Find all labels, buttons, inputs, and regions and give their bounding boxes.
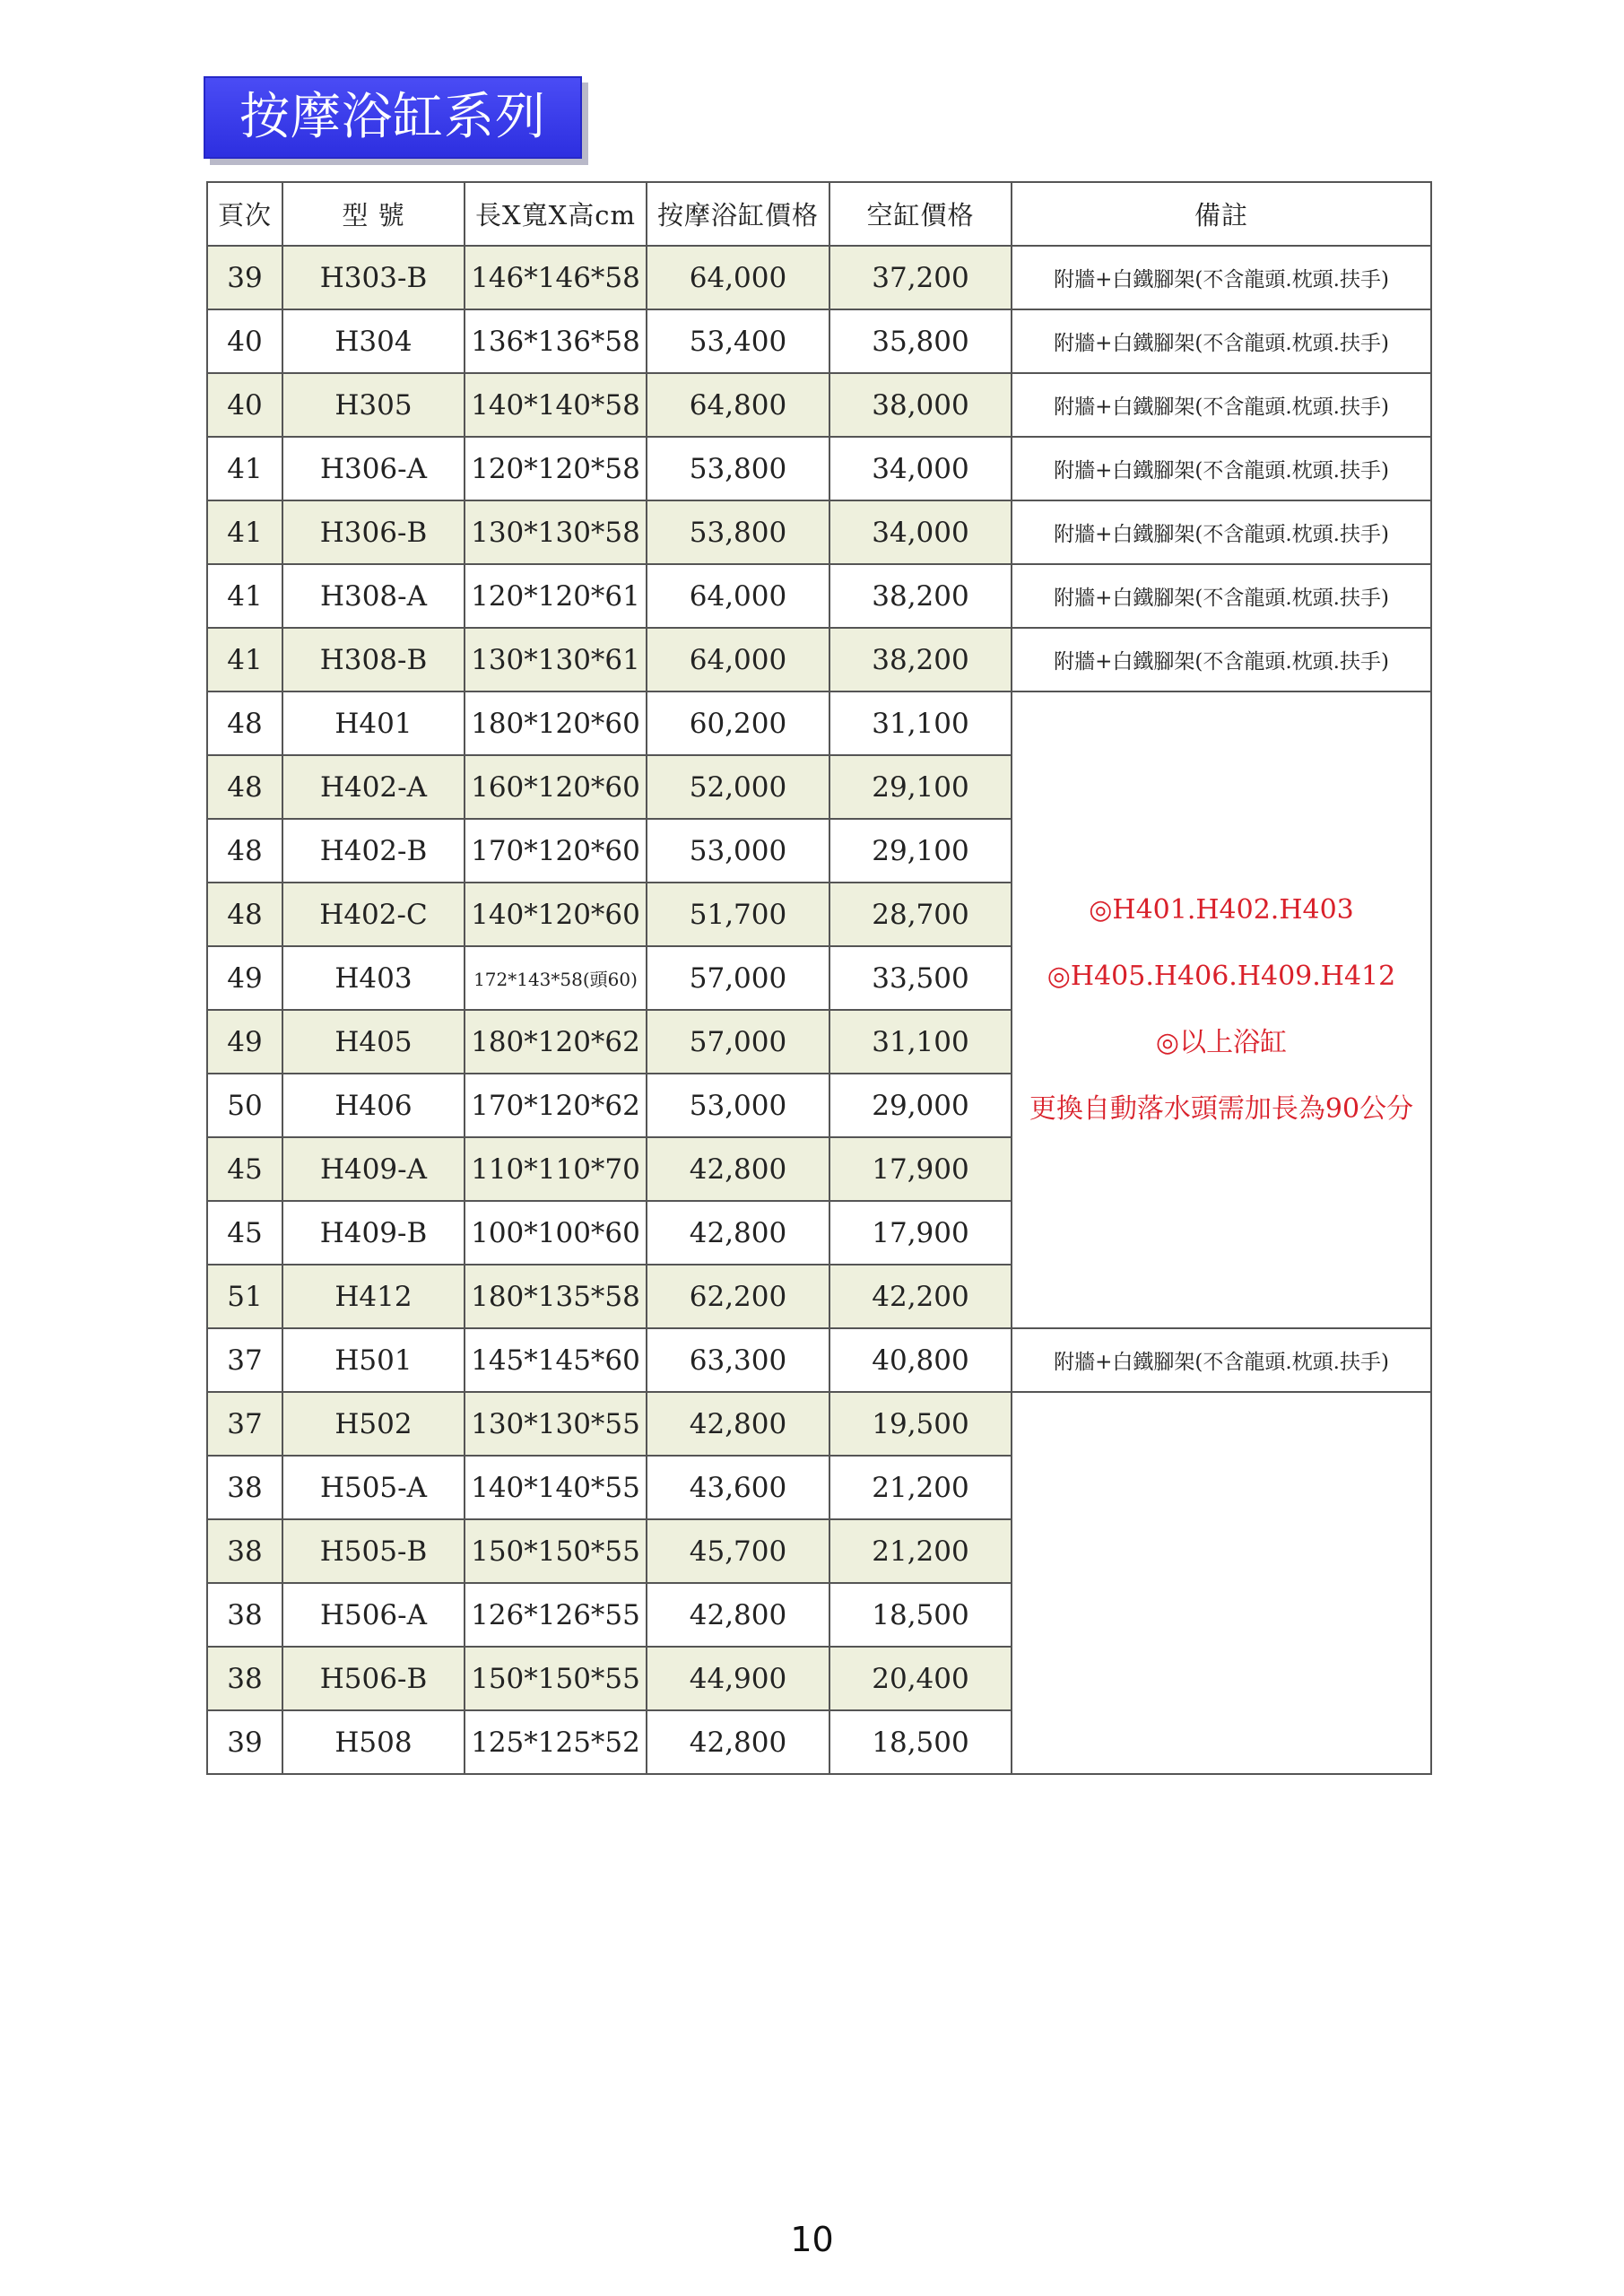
page-cell: 51 bbox=[207, 1265, 282, 1328]
page-cell: 41 bbox=[207, 564, 282, 628]
empty-price-cell: 18,500 bbox=[829, 1710, 1012, 1774]
model-cell: H412 bbox=[282, 1265, 465, 1328]
page-cell: 48 bbox=[207, 755, 282, 819]
price-cell: 62,200 bbox=[647, 1265, 829, 1328]
price-cell: 45,700 bbox=[647, 1519, 829, 1583]
header-empty-price: 空缸價格 bbox=[829, 182, 1012, 246]
table-row bbox=[207, 373, 1431, 437]
model-cell: H501 bbox=[282, 1328, 465, 1392]
model-cell: H303-B bbox=[282, 246, 465, 309]
page-cell: 50 bbox=[207, 1074, 282, 1137]
size-cell: 140*140*58 bbox=[465, 373, 647, 437]
price-table bbox=[206, 181, 1432, 1775]
group-note-line: ◎H405.H406.H409.H412 bbox=[1046, 961, 1396, 992]
model-cell: H409-B bbox=[282, 1201, 465, 1265]
empty-price-cell: 17,900 bbox=[829, 1201, 1012, 1265]
size-cell: 170*120*62 bbox=[465, 1074, 647, 1137]
table-row bbox=[207, 1328, 1431, 1392]
size-cell: 180*135*58 bbox=[465, 1265, 647, 1328]
size-cell: 136*136*58 bbox=[465, 309, 647, 373]
header-size: 長X寬X高cm bbox=[465, 182, 647, 246]
price-cell: 53,800 bbox=[647, 500, 829, 564]
header-model: 型 號 bbox=[282, 182, 465, 246]
model-cell: H405 bbox=[282, 1010, 465, 1074]
empty-price-cell: 18,500 bbox=[829, 1583, 1012, 1647]
price-cell: 64,000 bbox=[647, 564, 829, 628]
empty-price-cell: 34,000 bbox=[829, 500, 1012, 564]
header-page: 頁次 bbox=[207, 182, 282, 246]
empty-price-cell: 21,200 bbox=[829, 1519, 1012, 1583]
page-cell: 38 bbox=[207, 1647, 282, 1710]
size-cell: 125*125*52 bbox=[465, 1710, 647, 1774]
empty-price-cell: 19,500 bbox=[829, 1392, 1012, 1456]
empty-price-cell: 31,100 bbox=[829, 691, 1012, 755]
model-cell: H402-C bbox=[282, 883, 465, 946]
price-cell: 53,800 bbox=[647, 437, 829, 500]
note-cell: 附牆+白鐵腳架(不含龍頭.枕頭.扶手) bbox=[1012, 309, 1431, 373]
model-cell: H505-B bbox=[282, 1519, 465, 1583]
table-header-row bbox=[207, 182, 1431, 246]
price-cell: 44,900 bbox=[647, 1647, 829, 1710]
model-cell: H402-A bbox=[282, 755, 465, 819]
page-cell: 48 bbox=[207, 819, 282, 883]
model-cell: H401 bbox=[282, 691, 465, 755]
price-cell: 53,000 bbox=[647, 819, 829, 883]
size-cell: 145*145*60 bbox=[465, 1328, 647, 1392]
model-cell: H508 bbox=[282, 1710, 465, 1774]
page-cell: 38 bbox=[207, 1583, 282, 1647]
table-row bbox=[207, 1392, 1431, 1456]
model-cell: H505-A bbox=[282, 1456, 465, 1519]
page-cell: 41 bbox=[207, 628, 282, 691]
table-row bbox=[207, 500, 1431, 564]
table-row bbox=[207, 309, 1431, 373]
empty-price-cell: 35,800 bbox=[829, 309, 1012, 373]
page-cell: 45 bbox=[207, 1137, 282, 1201]
page-cell: 49 bbox=[207, 1010, 282, 1074]
page-cell: 40 bbox=[207, 309, 282, 373]
page-cell: 41 bbox=[207, 437, 282, 500]
size-cell: 150*150*55 bbox=[465, 1647, 647, 1710]
model-cell: H502 bbox=[282, 1392, 465, 1456]
page-cell: 48 bbox=[207, 691, 282, 755]
size-cell: 180*120*60 bbox=[465, 691, 647, 755]
page-cell: 41 bbox=[207, 500, 282, 564]
price-cell: 57,000 bbox=[647, 1010, 829, 1074]
price-cell: 42,800 bbox=[647, 1392, 829, 1456]
note-cell: 附牆+白鐵腳架(不含龍頭.枕頭.扶手) bbox=[1012, 437, 1431, 500]
empty-price-cell: 40,800 bbox=[829, 1328, 1012, 1392]
size-cell: 146*146*58 bbox=[465, 246, 647, 309]
note-cell: 附牆+白鐵腳架(不含龍頭.枕頭.扶手) bbox=[1012, 500, 1431, 564]
group-note-line: ◎以上浴缸 bbox=[1155, 1027, 1288, 1058]
note-cell: 附牆+白鐵腳架(不含龍頭.枕頭.扶手) bbox=[1012, 564, 1431, 628]
page-cell: 39 bbox=[207, 1710, 282, 1774]
model-cell: H305 bbox=[282, 373, 465, 437]
size-cell: 130*130*58 bbox=[465, 500, 647, 564]
empty-price-cell: 29,100 bbox=[829, 755, 1012, 819]
size-cell: 130*130*61 bbox=[465, 628, 647, 691]
table-row bbox=[207, 246, 1431, 309]
note-cell: 附牆+白鐵腳架(不含龍頭.枕頭.扶手) bbox=[1012, 246, 1431, 309]
empty-price-cell: 34,000 bbox=[829, 437, 1012, 500]
empty-price-cell: 20,400 bbox=[829, 1647, 1012, 1710]
price-cell: 52,000 bbox=[647, 755, 829, 819]
empty-price-cell: 17,900 bbox=[829, 1137, 1012, 1201]
model-cell: H403 bbox=[282, 946, 465, 1010]
empty-price-cell: 38,000 bbox=[829, 373, 1012, 437]
size-cell: 180*120*62 bbox=[465, 1010, 647, 1074]
header-note: 備註 bbox=[1012, 182, 1431, 246]
price-cell: 43,600 bbox=[647, 1456, 829, 1519]
page-cell: 37 bbox=[207, 1392, 282, 1456]
size-cell: 120*120*58 bbox=[465, 437, 647, 500]
model-cell: H304 bbox=[282, 309, 465, 373]
table-row bbox=[207, 564, 1431, 628]
empty-price-cell: 42,200 bbox=[829, 1265, 1012, 1328]
size-cell: 126*126*55 bbox=[465, 1583, 647, 1647]
model-cell: H306-A bbox=[282, 437, 465, 500]
size-cell: 100*100*60 bbox=[465, 1201, 647, 1265]
model-cell: H308-A bbox=[282, 564, 465, 628]
empty-price-cell: 28,700 bbox=[829, 883, 1012, 946]
table-row bbox=[207, 691, 1431, 755]
group-note-line: 更換自動落水頭需加長為90公分 bbox=[1029, 1093, 1414, 1125]
empty-note-cell bbox=[1012, 1392, 1431, 1774]
page-cell: 48 bbox=[207, 883, 282, 946]
size-cell: 130*130*55 bbox=[465, 1392, 647, 1456]
page-cell: 38 bbox=[207, 1456, 282, 1519]
model-cell: H406 bbox=[282, 1074, 465, 1137]
size-cell: 150*150*55 bbox=[465, 1519, 647, 1583]
note-cell: 附牆+白鐵腳架(不含龍頭.枕頭.扶手) bbox=[1012, 1328, 1431, 1392]
page-cell: 40 bbox=[207, 373, 282, 437]
price-cell: 57,000 bbox=[647, 946, 829, 1010]
empty-price-cell: 21,200 bbox=[829, 1456, 1012, 1519]
note-cell: 附牆+白鐵腳架(不含龍頭.枕頭.扶手) bbox=[1012, 373, 1431, 437]
empty-price-cell: 33,500 bbox=[829, 946, 1012, 1010]
price-cell: 64,000 bbox=[647, 246, 829, 309]
price-cell: 64,000 bbox=[647, 628, 829, 691]
group-note-line: ◎H401.H402.H403 bbox=[1089, 894, 1354, 926]
page-title: 按摩浴缸系列 bbox=[204, 76, 582, 159]
group-note-cell bbox=[1012, 691, 1431, 1328]
size-cell: 120*120*61 bbox=[465, 564, 647, 628]
model-cell: H306-B bbox=[282, 500, 465, 564]
price-cell: 63,300 bbox=[647, 1328, 829, 1392]
page-cell: 38 bbox=[207, 1519, 282, 1583]
empty-price-cell: 29,100 bbox=[829, 819, 1012, 883]
price-cell: 60,200 bbox=[647, 691, 829, 755]
empty-price-cell: 29,000 bbox=[829, 1074, 1012, 1137]
empty-price-cell: 31,100 bbox=[829, 1010, 1012, 1074]
model-cell: H506-A bbox=[282, 1583, 465, 1647]
price-cell: 51,700 bbox=[647, 883, 829, 946]
price-cell: 42,800 bbox=[647, 1710, 829, 1774]
table-row bbox=[207, 437, 1431, 500]
size-cell: 160*120*60 bbox=[465, 755, 647, 819]
size-cell: 140*120*60 bbox=[465, 883, 647, 946]
price-cell: 42,800 bbox=[647, 1137, 829, 1201]
page-number: 10 bbox=[790, 2220, 834, 2259]
size-cell: 110*110*70 bbox=[465, 1137, 647, 1201]
empty-price-cell: 38,200 bbox=[829, 628, 1012, 691]
model-cell: H308-B bbox=[282, 628, 465, 691]
empty-price-cell: 37,200 bbox=[829, 246, 1012, 309]
model-cell: H506-B bbox=[282, 1647, 465, 1710]
price-cell: 53,400 bbox=[647, 309, 829, 373]
size-cell: 140*140*55 bbox=[465, 1456, 647, 1519]
price-cell: 53,000 bbox=[647, 1074, 829, 1137]
model-cell: H409-A bbox=[282, 1137, 465, 1201]
size-cell: 172*143*58(頭60) bbox=[465, 946, 647, 1010]
note-cell: 附牆+白鐵腳架(不含龍頭.枕頭.扶手) bbox=[1012, 628, 1431, 691]
empty-price-cell: 38,200 bbox=[829, 564, 1012, 628]
price-cell: 42,800 bbox=[647, 1583, 829, 1647]
price-cell: 64,800 bbox=[647, 373, 829, 437]
page-cell: 45 bbox=[207, 1201, 282, 1265]
page-cell: 49 bbox=[207, 946, 282, 1010]
table-row bbox=[207, 628, 1431, 691]
page-cell: 37 bbox=[207, 1328, 282, 1392]
size-cell: 170*120*60 bbox=[465, 819, 647, 883]
model-cell: H402-B bbox=[282, 819, 465, 883]
header-price: 按摩浴缸價格 bbox=[647, 182, 829, 246]
page-cell: 39 bbox=[207, 246, 282, 309]
price-cell: 42,800 bbox=[647, 1201, 829, 1265]
